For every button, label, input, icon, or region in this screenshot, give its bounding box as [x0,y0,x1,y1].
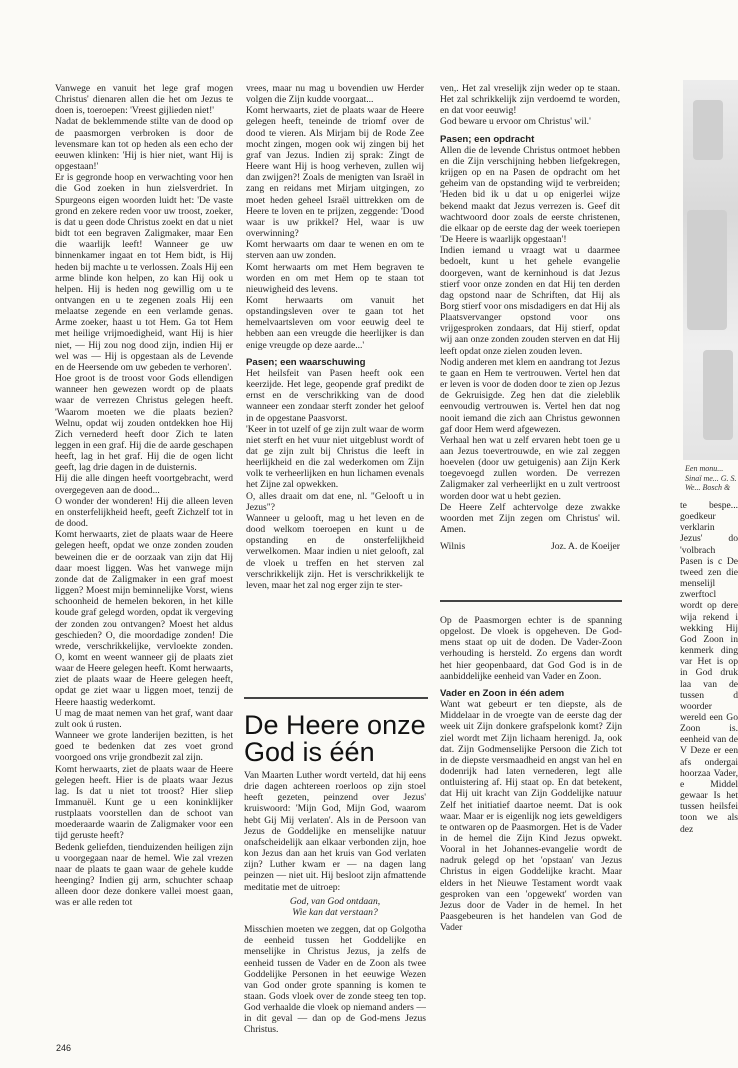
column-4-text: te bespe... goedkeur verklarin Jezus' do 'volbrach Pasen is c De tweed zen die menselijl zwerftocl wordt op dere wija rekend i wekking Hij God Zoon in kenmerk ding var Het is op in God druk laa van de tussen d woorder wereld een Go Zoon is. eenheid van de V Deze er een afs ondergai hoorzaa Vader, e Middel gewaar Is het tussen heilsfei toon we als dez [680,500,738,835]
column-3-lower [440,615,622,1045]
paragraph: Misschien moeten we zeggen, dat op Golgotha de eenheid tussen het Goddelijke en menselijke in Christus Jezus, ja zelfs de eenheid tussen de Vader en de Zoon als twee Goddelijke Personen in het eeuwige Wezen van God onder grote spanning is komen te staan. Gods vloek over de zonde steeg ten top. God verhaalde die vloek op niemand anders — in dit geval — dan op de God-mens Jezus Christus. [244,924,426,1036]
paragraph: Het heilsfeit van Pasen heeft ook een keerzijde. Het lege, geopende graf predikt de ernst en de verschrikking van de dood wanneer een zondaar sterft zonder het geloof in de opgestane Paasvorst. [246,367,424,424]
paragraph: Indien iemand u vraagt wat u daarmee bedoelt, kunt u het gehele evangelie doorgeven, want de kerninhoud is dat Jezus stierf voor onze zonden en dat Hij ten derden dag opstond naar de Schriften, dat Hij als Borg stierf voor ons misdadigers en dat Hij als Plaatsvervanger opstond voor ons vrijgesproken zondaars, dat Hij stierf, opdat wij aan onze zonden zouden sterven en dat Hij leeft opdat onze zielen zouden leven. [440,245,620,357]
paragraph: Vanwege en vanuit het lege graf mogen Christus' dienaren allen die het om Jezus te doen is, toeroepen: 'Vreest gijlieden niet!' [55,83,233,117]
paragraph: Allen die de levende Christus ontmoet hebben en die Zijn verschijning hebben liefgekregen, krijgen op en na Pasen de opdracht om het geheim van de opstanding wijd te verbreiden; 'Heden bid ik u dat u op enigerlei wijze bekend maakt dat Jezus verrezen is. Geef dit wachtwoord door zoals de eerste christenen, die elkaar op de eerste dag der week toeriepen 'De Heere is waarlijk opgestaan'! [440,144,620,246]
article-title: De Heere onze God is één [244,710,426,767]
signature-author: Joz. A. de Koeijer [550,541,620,553]
paragraph: Van Maarten Luther wordt verteld, dat hij eens drie dagen achtereen roerloos op zijn stoel heeft gezeten, peinzend over Jezus' kruiswoord: 'Mijn God, Mijn God, waarom hebt Gij Mij verlaten'. Als in de Persoon van Jezus de Goddelijke en menselijke natuur onafscheidelijk aan elkaar verbonden zijn, hoe kon Jezus dan aan het kruis van God verlaten zijn? Luther kwam er — na dagen lang peinzen — niet uit. Hij besloot zijn afmattende meditatie met de uitroep: [244,770,426,893]
quote-line-1: God, van God ontdaan, [289,895,381,907]
photo [683,80,738,460]
paragraph: Nadat de beklemmende stilte van de dood op de paasmorgen verbroken is door de levensmare kan tot op heden als een echo der eeuwen klinken: 'Hij is hier niet, want Hij is opgestaan!' [55,116,233,173]
photo-figure [703,350,733,440]
paragraph: Komt herwaarts, ziet de plaats waar de Heere gelegen heeft, teneinde de triomf over de dood te vieren. Als Mirjam bij de Rode Zee mocht zingen, mogen ook wij zingen bij het graf van Jezus. Indien zij sprak: Zingt de Heere want Hij is hoog verheven, zullen wij dan zwijgen?! Zoals de menigten van Israël in zang en reidans met Mirjam uitgingen, zo moet heden geheel Israël uittrekken om de Heere te loven en te prijzen, zeggende: 'Dood waar is uw prikkel? Hel, waar is uw overwinning? [246,105,424,240]
section-heading-warning: Pasen; een waarschuwing [246,356,366,368]
paragraph: Bedenk geliefden, tienduizenden heiligen zijn u voorgegaan naar de hemel. Wie zal vrezen naar de plaats te gaan waar de gehele kudde heenging? Indien gij arm, schuchter schaap alleen door deze donkere vallei moest gaan, was er alle reden tot [55,841,233,909]
paragraph: Want wat gebeurt er ten diepste, als de Middelaar in de vroegte van de eerste dag der week uit Zijn donkere grafspelonk komt? Zijn ziel wordt met Zijn lichaam herenigd. Ja, ook dat. Zijn Godmenselijke Persoon die Zich tot in de diepste versmaadheid en angst van hel en dodenrijk had laten vernederen, legt alle ontluistering af. Hij staat op. En dat betekent, dat Hij uit kracht van Zijn Goddelijke natuur Zelf het initiatief daartoe neemt. Dat is ook waar. Maar er is eigenlijk nog iets geweldigers te ontwaren op de Paasmorgen. Het is de Vader in de hemel die Zijn Kind Jezus opwekt. Vooral in het Johannes-evangelie wordt de nadruk gelegd op het 'opstaan' van Jezus Christus in eigen Goddelijke kracht. Maar elders in het Nieuwe Testament wordt vaak gesproken van een 'opgewekt' worden van Jezus door de Vader in de hemel. In het Paasgebeuren is het handelen van God de Vader [440,699,622,934]
paragraph: O, alles draait om dat ene, nl. "Gelooft u in Jezus"? [246,490,424,513]
photo-caption: Een monu... Sinaï me... G. S. We... Bosch & [685,464,737,492]
column-2 [246,83,424,723]
paragraph: Komt herwaarts om daar te wenen en om te sterven aan uw zonden. [246,239,424,262]
paragraph: Er is gegronde hoop en verwachting voor hen die God zoeken in hun zielsverdriet. In Spurgeons eigen woorden luidt het: 'De vaste grond en zekere reden voor uw troost, zoeker, is dat u geen dode Christus zoekt en dat u niet bidt tot een begraven Zaligmaker, maar Een die waarlijk leeft! Wanneer ge uw binnenkamer ingaat en tot Hem bidt, is Hij heden bij machte u te verlossen. Zoals Hij een arme blinde kon helpen, zo kan Hij ook u helpen. Hij is heden nog gewillig om u te ontvangen en u te zegenen zoals Hij een melaatse zegende en een verlamde genas. Arme zoeker, haast u tot Hem. Ga tot Hem met heilige vrijmoedigheid, want Hij is hier niet, — Hij zou nog dood zijn, indien Hij er wel was — Hij is opgestaan als de Levende en de Heersende om uw gebeden te verhoren'. [55,172,233,373]
title-rule [244,697,428,699]
paragraph: Wanneer we grote landerijen bezitten, is het goed te bedenken dat zes voet grond voorgoed ons vrije grondbezit zal zijn. [55,730,233,764]
signature-place: Wilnis [440,541,466,553]
section-heading-father-son: Vader en Zoon in één adem [440,687,565,699]
paragraph: Komt herwaarts om met Hem begraven te worden en om met Hem op te staan tot nieuwigheid des levens. [246,261,424,295]
paragraph: vrees, maar nu mag u bovendien uw Herder volgen die Zijn kudde voorgaat... [246,83,424,106]
paragraph: Verhaal hen wat u zelf ervaren hebt toen ge u aan Jezus toevertrouwde, en wie zal zeggen hoevelen (door uw getuigenis) aan Zijn Kerk toegevoegd zullen worden. De verrezen Zaligmaker zal verheerlijkt en u zult vertroost worden door wat u hebt gezien. [440,434,620,502]
paragraph: De Heere Zelf achtervolge deze zwakke woorden met Zijn zegen om Christus' wil. Amen. [440,501,620,536]
paragraph: Wanneer u gelooft, mag u het leven en de dood welkom toeroepen en kunt u de opstanding en de onsterfelijkheid verwelkomen. Maar indien u niet gelooft, zal de vloek u treffen en het sterven zal verschrikkelijk zijn. Het is verschrikkelijk te leven, maar het zal nog erger zijn te ster- [246,512,424,591]
column-2-lower [244,770,426,1040]
paragraph: God beware u ervoor om Christus' wil.' [440,116,591,128]
photo-figure [687,210,727,330]
column-4-cut [680,500,738,1040]
paragraph: Nodig anderen met klem en aandrang tot Jezus te gaan en Hem te vertrouwen. Vertel hen dat er leven is voor de doden door te zien op Jezus de Gekruisigde. Zeg hen dat die zieleblik eenvoudig vertrouwen is. Vertel hen dat nog nooit iemand die zich aan Christus gewonnen gaf door Hem werd afgewezen. [440,356,620,435]
paragraph: Komt herwaarts om vanuit het opstandingsleven over te gaan tot het hemelvaartsleven om voor eeuwig deel te hebben aan een vreugde die heerlijker is dan enige vreugde op deze aarde...' [246,294,424,351]
column-rule [440,600,622,602]
column-3 [440,83,620,603]
paragraph: U mag de maat nemen van het graf, want daar zult ook ú rusten. [55,707,233,730]
paragraph: Komt herwaarts, ziet de plaats waar de Heere gelegen heeft. Hier is de plaats waar Jezus lag. Is dat u niet tot troost? Hier sliep Immanuël. Kunt ge u een koninklijker rustplaats voorstellen dan de schoot van moederaarde waarin de Zaligmaker voor een tijd geruste heeft? [55,763,233,842]
paragraph: Komt herwaarts, ziet de plaats waar de Heere gelegen heeft, opdat we onze zonden zouden beweinen die er de oorzaak van zijn dat Hij daar moest liggen. Was het vanwege mijn zonde dat de Zaligmaker in een graf moest liggen? Moest mijn beminnelijke Vorst, wiens schoonheid de hemelen bekoren, in het kille koude graf gelegd worden, opdat ik vergeving der zonden zou ontvangen? Moest het aldus geschieden? O, die moordadige zonden! Die wrede, verschrikkelijke, vervloekte zonden. O, komt en weent wanneer gij de plaats ziet waar de Heere gelegen heeft. Komt herwaarts, ziet de plaats waar de Heere gelegen heeft, opdat ge ziet waar u liggen moet, tenzij de Heere haastig wederkomt. [55,529,233,708]
page-number: 246 [56,1043,72,1053]
paragraph: O wonder der wonderen! Hij die alleen leven en onsterfelijkheid heeft, geeft Zichzelf tot in de dood. [55,495,233,530]
column-1 [55,83,233,1033]
paragraph: Hoe groot is de troost voor Gods ellendigen wanneer hen gewezen wordt op de plaats waar de verrezen Christus gelegen heeft. 'Waarom moeten we die plaats bezien? Welnu, opdat wij zouden ontdekken hoe Hij Zich vernederd heeft door Zich te laten leggen in een graf. Hij die de aarde geschapen heeft, lag in het graf. Hij die de ogen licht geeft, lag drie dagen in de duisternis. [55,373,233,474]
paragraph: ven,. Het zal vreselijk zijn weder op te staan. Het zal schrikkelijk zijn verdoemd te worden, en dat voor eeuwig! [440,83,620,117]
quote-line-2: Wie kan dat verstaan? [292,906,378,918]
paragraph: Op de Paasmorgen echter is de spanning opgelost. De vloek is opgeheven. De God-mens staat op uit de doden. De Vader-Zoon verhouding is hersteld. Zo ergens dan wordt het hier geopenbaard, dat God God is in de aanbiddelijke eenheid van Vader en Zoon. [440,615,622,682]
photo-figure [693,100,723,160]
paragraph: 'Keer in tot uzelf of ge zijn zult waar de worm niet sterft en het vuur niet uitgeblust wordt of dat ge zijn zult bij Christus die leeft in heerlijkheid en die zal wederkomen om Zijn volk te verheerlijken en hun lichamen evenals het Zijne zal opwekken. [246,423,424,491]
paragraph: Hij die alle dingen heeft voortgebracht, werd overgegeven aan de dood... [55,473,233,496]
signature [440,541,620,552]
section-heading-mission: Pasen; een opdracht [440,133,535,145]
